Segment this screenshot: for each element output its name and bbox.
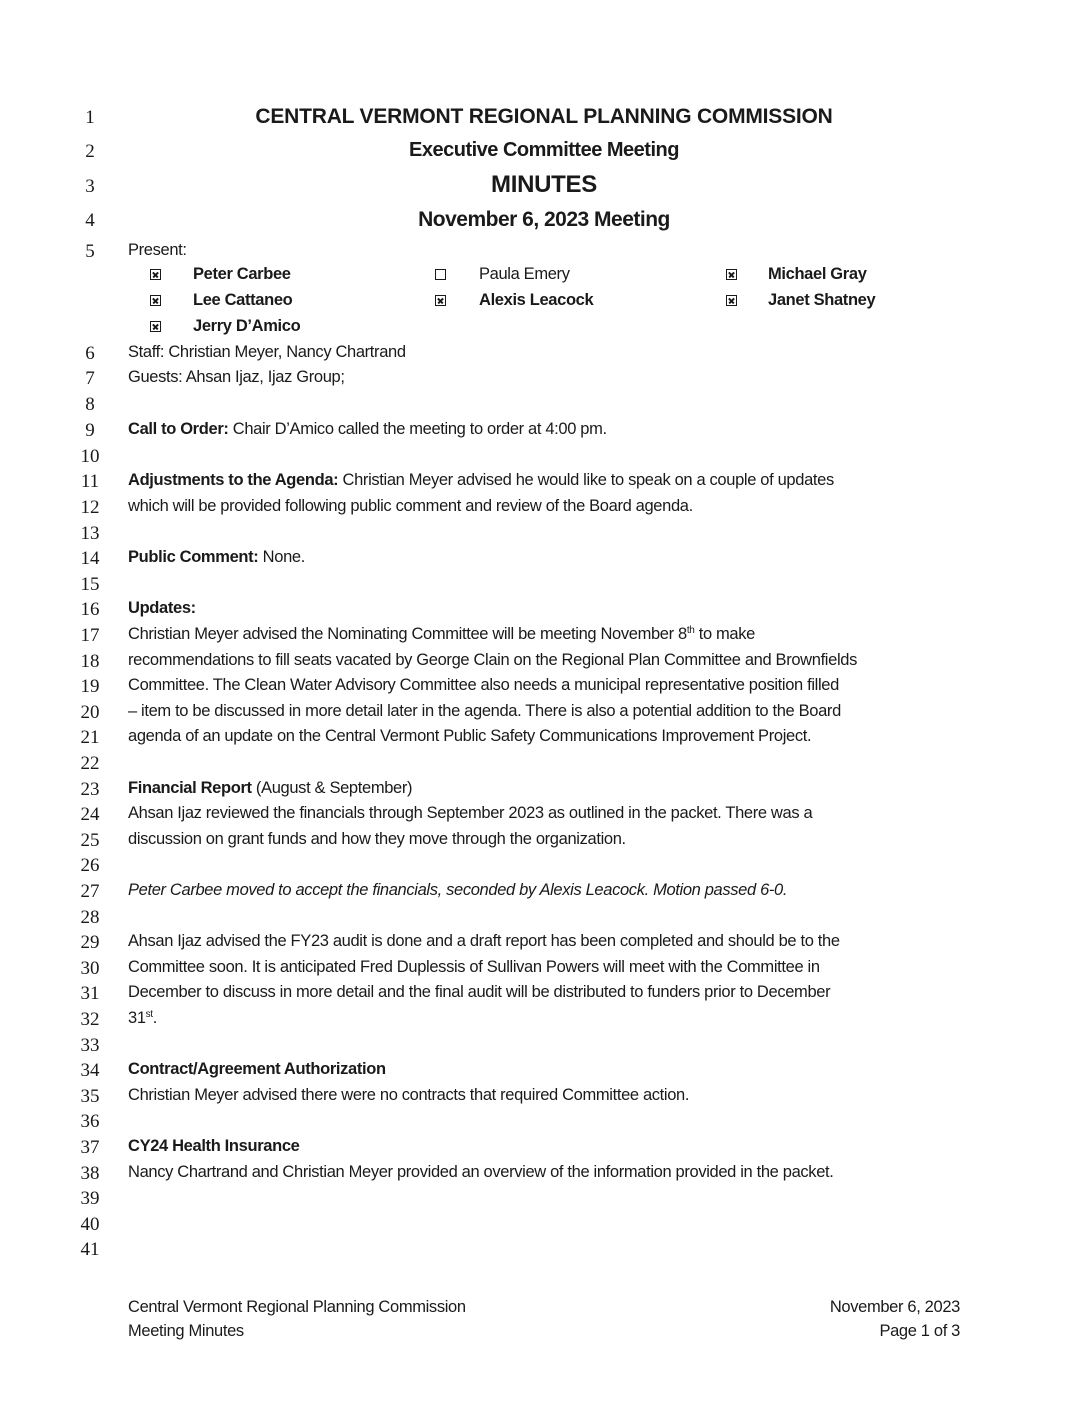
adjustments-line-1	[128, 471, 834, 490]
section-heading: Adjustments to the Agenda:	[128, 471, 339, 489]
line-number: 26	[80, 855, 100, 876]
line-number: 5	[85, 241, 95, 262]
financial-line-1: Ahsan Ijaz reviewed the financials through September 2023 as outlined in the packet. There was a	[128, 804, 813, 822]
audit-line-1: Ahsan Ijaz advised the FY23 audit is done and a draft report has been completed and should be to the	[128, 932, 840, 950]
audit-line-3: December to discuss in more detail and the final audit will be distributed to funders prior to December	[128, 983, 831, 1001]
health-text: Nancy Chartrand and Christian Meyer provided an overview of the information provided in the packet.	[128, 1163, 834, 1181]
line-number: 35	[80, 1086, 100, 1107]
superscript: th	[686, 625, 695, 636]
attendee-name: Janet Shatney	[768, 291, 876, 309]
line-number: 41	[80, 1239, 100, 1260]
footer-doc: Meeting Minutes	[128, 1322, 244, 1340]
line-number: 30	[80, 958, 100, 979]
attendee-name: Jerry D’Amico	[193, 317, 301, 335]
section-heading: Call to Order:	[128, 420, 229, 438]
present-label: Present:	[128, 241, 187, 259]
line-number: 39	[80, 1188, 100, 1209]
meeting-title: Executive Committee Meeting	[409, 139, 679, 161]
section-heading: Financial Report	[128, 779, 252, 797]
financial-motion: Peter Carbee moved to accept the financials, seconded by Alexis Leacock. Motion passed 6-0.	[128, 881, 788, 899]
org-title: CENTRAL VERMONT REGIONAL PLANNING COMMISSION	[255, 105, 833, 128]
line-number: 40	[80, 1214, 100, 1235]
checked-box-icon	[726, 295, 737, 306]
line-number: 14	[80, 548, 100, 569]
line-number: 12	[80, 497, 100, 518]
contracts-text: Christian Meyer advised there were no contracts that required Committee action.	[128, 1086, 690, 1104]
line-number: 18	[80, 651, 100, 672]
line-number: 31	[80, 983, 100, 1004]
attendee-name: Paula Emery	[479, 265, 570, 283]
checked-box-icon	[150, 295, 161, 306]
contracts-heading: Contract/Agreement Authorization	[128, 1060, 386, 1078]
updates-line-4: – item to be discussed in more detail later in the agenda. There is also a potential addition to the Board	[128, 702, 841, 720]
attendee-name: Peter Carbee	[193, 265, 291, 283]
updates-text: to make	[694, 625, 755, 643]
footer-date: November 6, 2023	[829, 1298, 960, 1316]
line-number: 6	[85, 343, 95, 364]
audit-text: .	[152, 1009, 157, 1027]
line-number: 15	[80, 574, 100, 595]
audit-line-2: Committee soon. It is anticipated Fred Duplessis of Sullivan Powers will meet with the Committee in	[128, 958, 820, 976]
line-number: 11	[80, 471, 100, 492]
updates-heading: Updates:	[128, 599, 196, 617]
updates-text: Christian Meyer advised the Nominating Committee will be meeting November 8	[128, 625, 687, 643]
audit-text: 31	[128, 1009, 146, 1027]
updates-line-3: Committee. The Clean Water Advisory Committee also needs a municipal representative position filled	[128, 676, 839, 694]
line-number: 32	[80, 1009, 100, 1030]
financial-line-2: discussion on grant funds and how they move through the organization.	[128, 830, 626, 848]
line-number: 20	[80, 702, 100, 723]
line-number: 13	[80, 523, 100, 544]
section-heading: Public Comment:	[128, 548, 259, 566]
line-number: 38	[80, 1163, 100, 1184]
updates-line-2: recommendations to fill seats vacated by George Clain on the Regional Plan Committee and Brownfields	[128, 651, 857, 669]
heading-note: (August & September)	[251, 779, 413, 797]
line-number: 3	[85, 176, 95, 197]
line-number: 21	[80, 727, 100, 748]
line-number: 17	[80, 625, 100, 646]
financial-heading	[128, 779, 412, 798]
line-number: 29	[80, 932, 100, 953]
audit-line-4	[128, 1009, 157, 1028]
line-number: 36	[80, 1111, 100, 1132]
public-comment	[128, 548, 305, 567]
line-number: 19	[80, 676, 100, 697]
line-number: 25	[80, 830, 100, 851]
line-number: 23	[80, 779, 100, 800]
line-number: 33	[80, 1035, 100, 1056]
line-number: 37	[80, 1137, 100, 1158]
line-number: 9	[85, 420, 95, 441]
attendee-name: Alexis Leacock	[479, 291, 594, 309]
line-number: 1	[85, 107, 95, 128]
line-number: 2	[85, 141, 95, 162]
attendee-name: Lee Cattaneo	[193, 291, 293, 309]
line-number: 7	[85, 368, 95, 389]
line-number: 27	[80, 881, 100, 902]
checked-box-icon	[150, 269, 161, 280]
checked-box-icon	[150, 321, 161, 332]
section-text: None.	[258, 548, 305, 566]
call-to-order	[128, 420, 607, 439]
attendee-name: Michael Gray	[768, 265, 867, 283]
doc-type-title: MINUTES	[491, 171, 597, 198]
empty-checkbox-icon	[435, 269, 446, 280]
checked-box-icon	[726, 269, 737, 280]
meeting-date-title: November 6, 2023 Meeting	[418, 208, 670, 231]
line-number: 16	[80, 599, 100, 620]
line-number: 8	[85, 394, 95, 415]
adjustments-line-2: which will be provided following public comment and review of the Board agenda.	[128, 497, 693, 515]
health-heading: CY24 Health Insurance	[128, 1137, 300, 1155]
line-number: 10	[80, 446, 100, 467]
superscript: st	[145, 1009, 153, 1020]
line-number: 34	[80, 1060, 100, 1081]
updates-line-1	[128, 625, 755, 644]
footer-org: Central Vermont Regional Planning Commission	[128, 1298, 466, 1316]
footer-page-number: Page 1 of 3	[879, 1322, 960, 1340]
line-number: 4	[85, 210, 95, 231]
checked-box-icon	[435, 295, 446, 306]
updates-line-5: agenda of an update on the Central Vermont Public Safety Communications Improvement Project.	[128, 727, 812, 745]
line-number: 24	[80, 804, 100, 825]
section-text: Christian Meyer advised he would like to speak on a couple of updates	[338, 471, 834, 489]
staff-line: Staff: Christian Meyer, Nancy Chartrand	[128, 343, 406, 361]
guests-line: Guests: Ahsan Ijaz, Ijaz Group;	[128, 368, 345, 386]
line-number: 28	[80, 907, 100, 928]
section-text: Chair D’Amico called the meeting to order at 4:00 pm.	[228, 420, 607, 438]
line-number: 22	[80, 753, 100, 774]
